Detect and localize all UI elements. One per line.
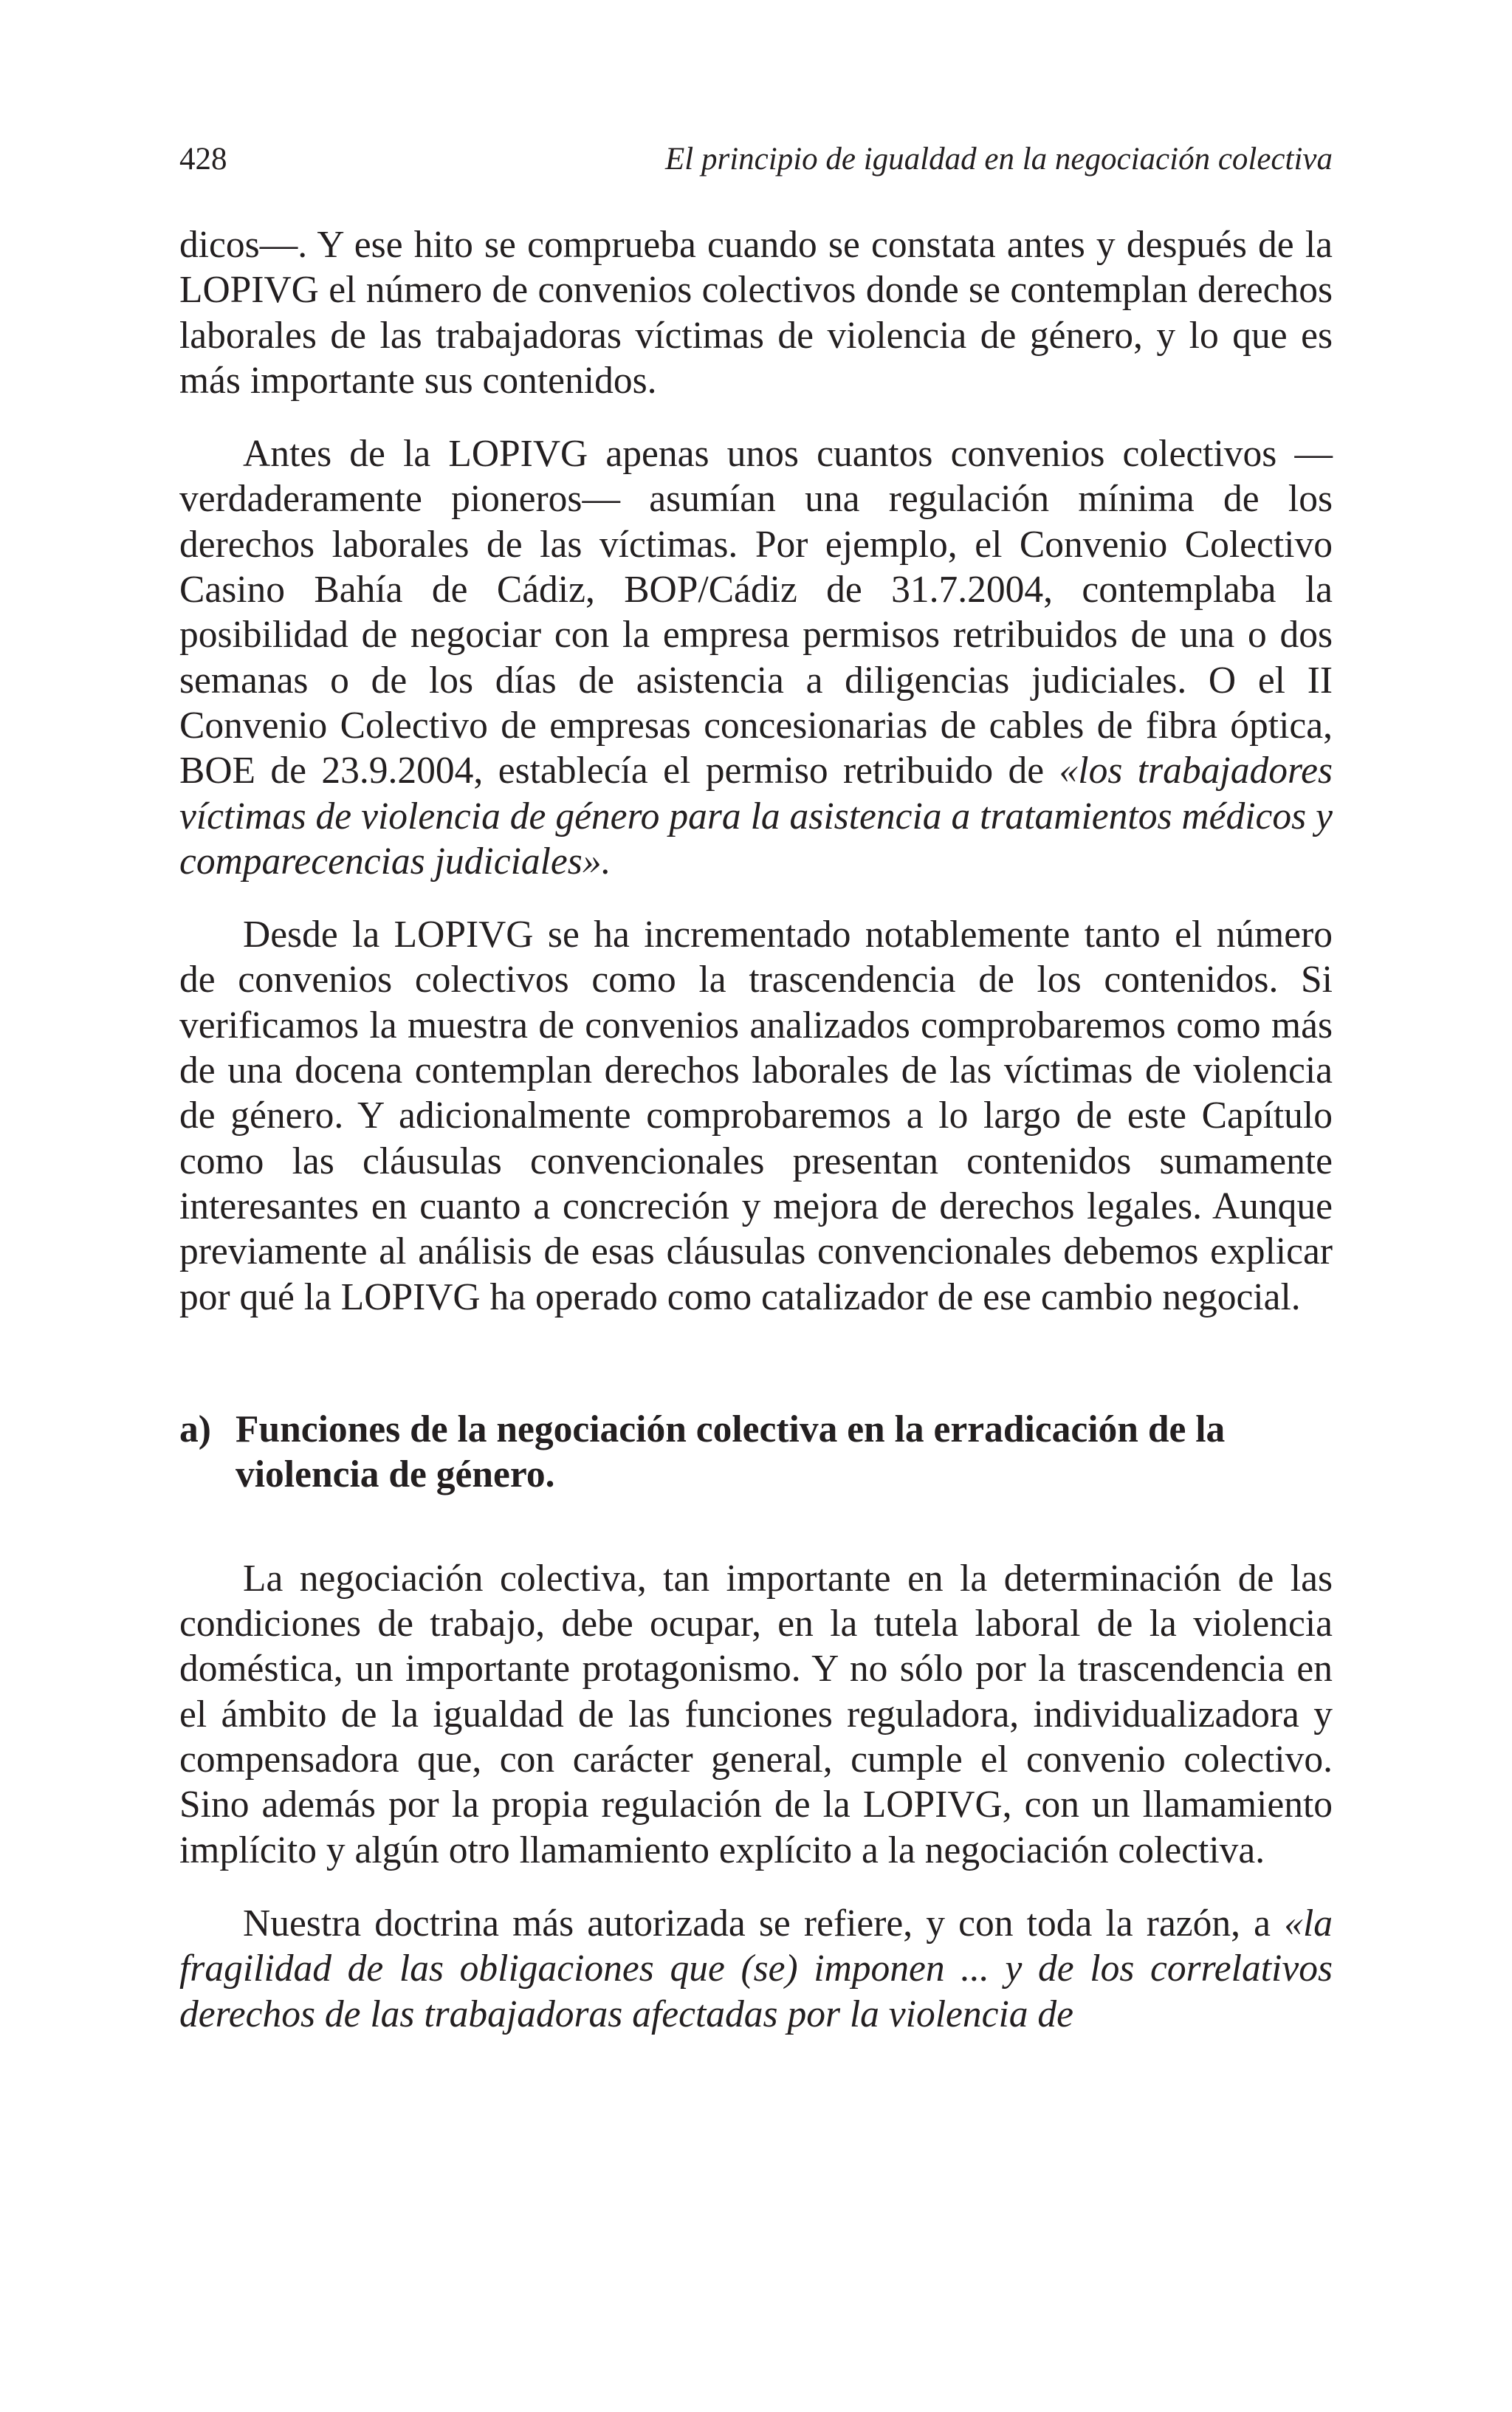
body-text <box>179 222 1333 2037</box>
section-heading <box>179 1407 1333 1497</box>
section-heading-text: Funciones de la negociación colectiva en la erradicación de la violencia de género. <box>236 1408 1226 1495</box>
book-page <box>179 0 1333 2412</box>
paragraph-doctrine <box>179 1901 1333 2037</box>
paragraph-text: Antes de la LOPIVG apenas unos cuantos convenios colectivos —verdaderamente pioneros— asumían una regulación mínima de los derechos laborales de las víctimas. Por ejemplo, el Convenio Colectivo Casino Bahía de Cádiz, BOP/Cádiz de 31.7.2004, contemplaba la posibilidad de negociar con la empresa permisos retribuidos de una o dos semanas o de los días de asistencia a diligencias judiciales. O el II Convenio Colectivo de empresas concesionarias de cables de fibra óptica, BOE de 23.9.2004, establecía el permiso retribuido de <box>179 433 1333 792</box>
running-title: El principio de igualdad en la negociación colectiva <box>665 142 1333 177</box>
section-heading-marker: a) <box>179 1408 211 1450</box>
paragraph-continued: dicos—. Y ese hito se comprueba cuando se constata antes y después de la LOPIVG el número de convenios colectivos donde se contemplan derechos laborales de las trabajadoras víctimas de violencia de género, y lo que es más importante sus contenidos. <box>179 224 1333 402</box>
quoted-text: «los trabajadores víctimas de violencia de género para la asistencia a tratamientos médicos y comparecencias judiciales». <box>179 750 1333 883</box>
page-number: 428 <box>179 142 227 177</box>
quoted-text: «la fragilidad de las obligaciones que (se) imponen ... y de los correlativos derechos de las trabajadoras afectadas por la violencia de <box>179 1902 1333 2035</box>
paragraph-collective-bargaining: La negociación colectiva, tan importante en la determinación de las condiciones de trabajo, debe ocupar, en la tutela laboral de la violencia doméstica, un importante protagonismo. Y no sólo por la trascendencia en el ámbito de la igualdad de las funciones reguladora, individualizadora y compensadora que, con carácter general, cumple el convenio colectivo. Sino además por la propia regulación de la LOPIVG, con un llamamiento implícito y algún otro llamamiento explícito a la negociación colectiva. <box>179 1557 1333 1871</box>
paragraph-pioneer-agreements <box>179 431 1333 884</box>
paragraph-text: Nuestra doctrina más autorizada se refiere, y con toda la razón, a <box>243 1902 1285 1945</box>
paragraph-since-lopivg: Desde la LOPIVG se ha incrementado notablemente tanto el número de convenios colectivos como la trascendencia de los contenidos. Si verificamos la muestra de convenios analizados comprobaremos como más de una docena contemplan derechos laborales de las víctimas de violencia de género. Y adicionalmente comprobaremos a lo largo de este Capítulo como las cláusulas convencionales presentan contenidos sumamente interesantes en cuanto a concreción y mejora de derechos legales. Aunque previamente al análisis de esas cláusulas convencionales debemos explicar por qué la LOPIVG ha operado como catalizador de ese cambio negocial. <box>179 914 1333 1318</box>
running-head <box>179 137 1333 182</box>
